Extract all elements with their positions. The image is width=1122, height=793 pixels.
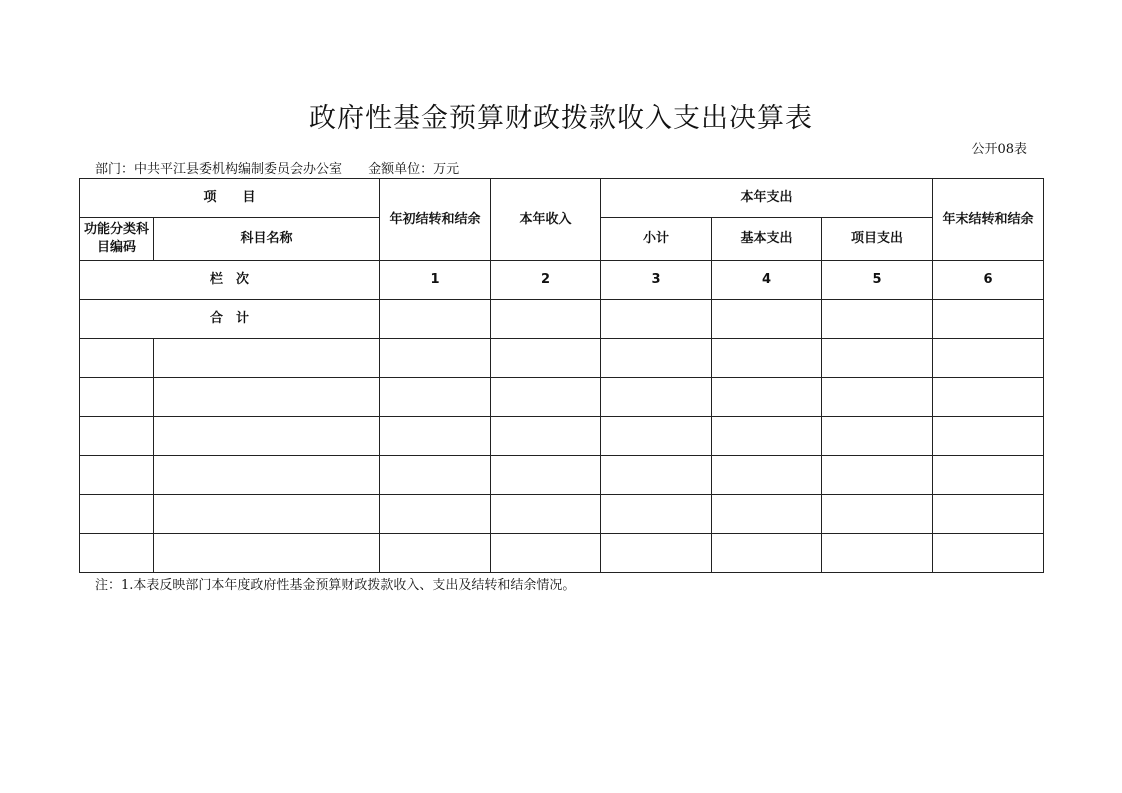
opening-balance-header: 年初结转和结余 [380,179,491,261]
table-cell [491,456,601,495]
table-row [80,456,1044,495]
table-cell [933,417,1044,456]
table-cell [380,378,491,417]
table-cell [80,339,154,378]
table-cell [80,495,154,534]
table-cell [154,378,380,417]
table-row [80,417,1044,456]
func-code-header: 功能分类科目编码 [80,218,154,261]
column-number-label: 栏 次 [80,261,380,300]
column-number: 5 [822,261,933,300]
table-cell [491,495,601,534]
department-label: 部门：中共平江县委机构编制委员会办公室 [95,162,343,177]
table-cell [601,339,712,378]
table-cell [491,534,601,573]
table-cell [822,495,933,534]
report-meta [95,158,459,177]
table-cell [601,378,712,417]
table-cell [154,456,380,495]
table-cell [380,534,491,573]
table-cell [154,339,380,378]
table-cell [712,417,822,456]
table-cell [80,417,154,456]
table-cell [491,417,601,456]
table-cell [601,417,712,456]
table-cell [822,378,933,417]
table-cell [712,339,822,378]
closing-balance-header: 年末结转和结余 [933,179,1044,261]
table-cell [491,300,601,339]
table-cell [933,456,1044,495]
item-header: 项 目 [80,179,380,218]
budget-table [79,178,1044,573]
table-cell [933,339,1044,378]
income-header: 本年收入 [491,179,601,261]
table-cell [380,339,491,378]
table-cell [712,495,822,534]
column-number-row [80,261,1044,300]
table-cell [80,456,154,495]
column-number: 3 [601,261,712,300]
table-row [80,378,1044,417]
table-cell [380,417,491,456]
subject-name-header: 科目名称 [154,218,380,261]
table-cell [154,417,380,456]
footnote: 注：1.本表反映部门本年度政府性基金预算财政拨款收入、支出及结转和结余情况。 [95,578,576,593]
table-cell [380,300,491,339]
column-number: 4 [712,261,822,300]
table-cell [154,534,380,573]
unit-label: 金额单位：万元 [368,162,460,177]
table-cell [933,378,1044,417]
table-cell [933,495,1044,534]
table-cell [822,300,933,339]
table-cell [154,495,380,534]
page-title: 政府性基金预算财政拨款收入支出决算表 [309,103,813,134]
table-cell [380,456,491,495]
table-cell [80,534,154,573]
form-number: 公开08表 [971,142,1027,157]
table-cell [491,378,601,417]
subtotal-header: 小计 [601,218,712,261]
table-cell [380,495,491,534]
table-cell [712,456,822,495]
table-row [80,495,1044,534]
table-row [80,534,1044,573]
column-number: 2 [491,261,601,300]
table-cell [601,300,712,339]
basic-exp-header: 基本支出 [712,218,822,261]
table-cell [601,456,712,495]
table-cell [491,339,601,378]
total-row [80,300,1044,339]
column-number: 1 [380,261,491,300]
table-cell [822,339,933,378]
table-cell [822,534,933,573]
column-number: 6 [933,261,1044,300]
expenditure-header: 本年支出 [601,179,933,218]
table-cell [712,534,822,573]
table-cell [601,495,712,534]
table-cell [712,378,822,417]
table-cell [933,534,1044,573]
table-cell [80,378,154,417]
header-row-1 [80,179,1044,218]
project-exp-header: 项目支出 [822,218,933,261]
table-row [80,339,1044,378]
table-cell [822,456,933,495]
table-cell [712,300,822,339]
total-label: 合 计 [80,300,380,339]
table-cell [822,417,933,456]
table-cell [601,534,712,573]
table-cell [933,300,1044,339]
